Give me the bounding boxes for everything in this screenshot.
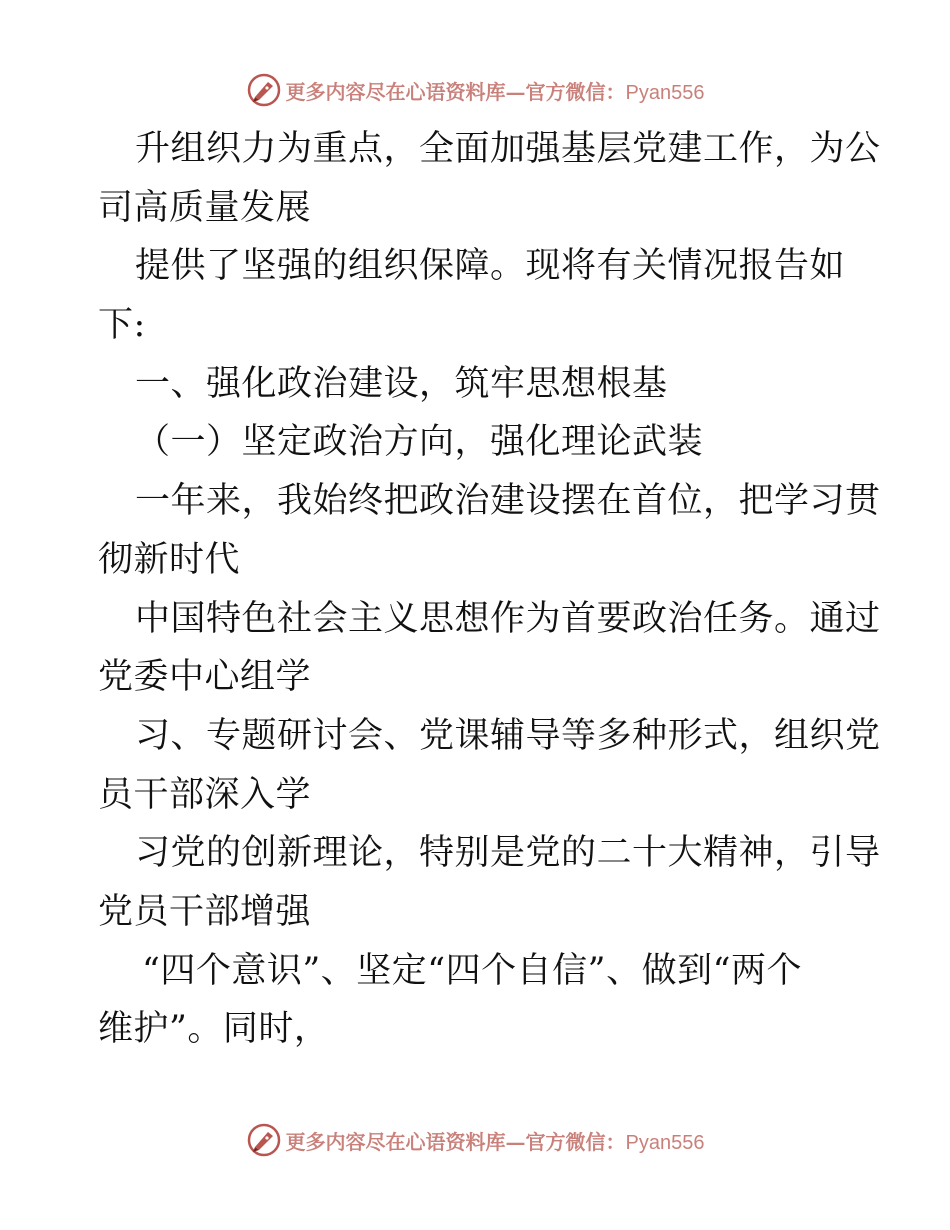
text-line: 司高质量发展 <box>98 187 312 228</box>
pen-nib-logo-icon <box>246 1122 282 1158</box>
text-line: 一年来，我始终把政治建设摆在首位，把学习贯 <box>135 481 881 522</box>
header-wechat-id: Pyan556 <box>625 81 705 104</box>
footer-wechat-id: Pyan556 <box>625 1131 705 1154</box>
header-banner-text: 更多内容尽在心语资料库—官方微信：Pyan556 <box>285 79 705 104</box>
text-line: 习、专题研讨会、党课辅导等多种形式，组织党 <box>135 715 881 756</box>
text-line: 中国特色社会主义思想作为首要政治任务。通过 <box>135 598 881 639</box>
section-heading: 一、强化政治建设，筑牢思想根基 <box>135 363 668 404</box>
text-line: 党员干部增强 <box>98 891 312 932</box>
text-line: 彻新时代 <box>98 539 241 580</box>
text-line: 习党的创新理论，特别是党的二十大精神，引导 <box>135 833 881 874</box>
subsection-heading: （一）坚定政治方向，强化理论武装 <box>135 422 704 463</box>
text-line: 提供了坚强的组织保障。现将有关情况报告如 <box>135 246 846 287</box>
text-line: “四个意识”、坚定“四个自信”、做到“两个 <box>142 950 802 991</box>
pen-nib-logo-icon <box>246 72 282 108</box>
text-line: 维护”。同时， <box>98 1009 330 1050</box>
text-line: 员干部深入学 <box>98 774 312 815</box>
text-line: 下: <box>98 305 146 346</box>
header-banner[interactable] <box>0 70 950 110</box>
footer-banner[interactable] <box>0 1120 950 1160</box>
text-line: 升组织力为重点，全面加强基层党建工作，为公 <box>135 129 881 169</box>
footer-banner-text: 更多内容尽在心语资料库—官方微信：Pyan556 <box>285 1129 705 1154</box>
document-body <box>98 120 881 1059</box>
text-line: 党委中心组学 <box>98 657 312 698</box>
